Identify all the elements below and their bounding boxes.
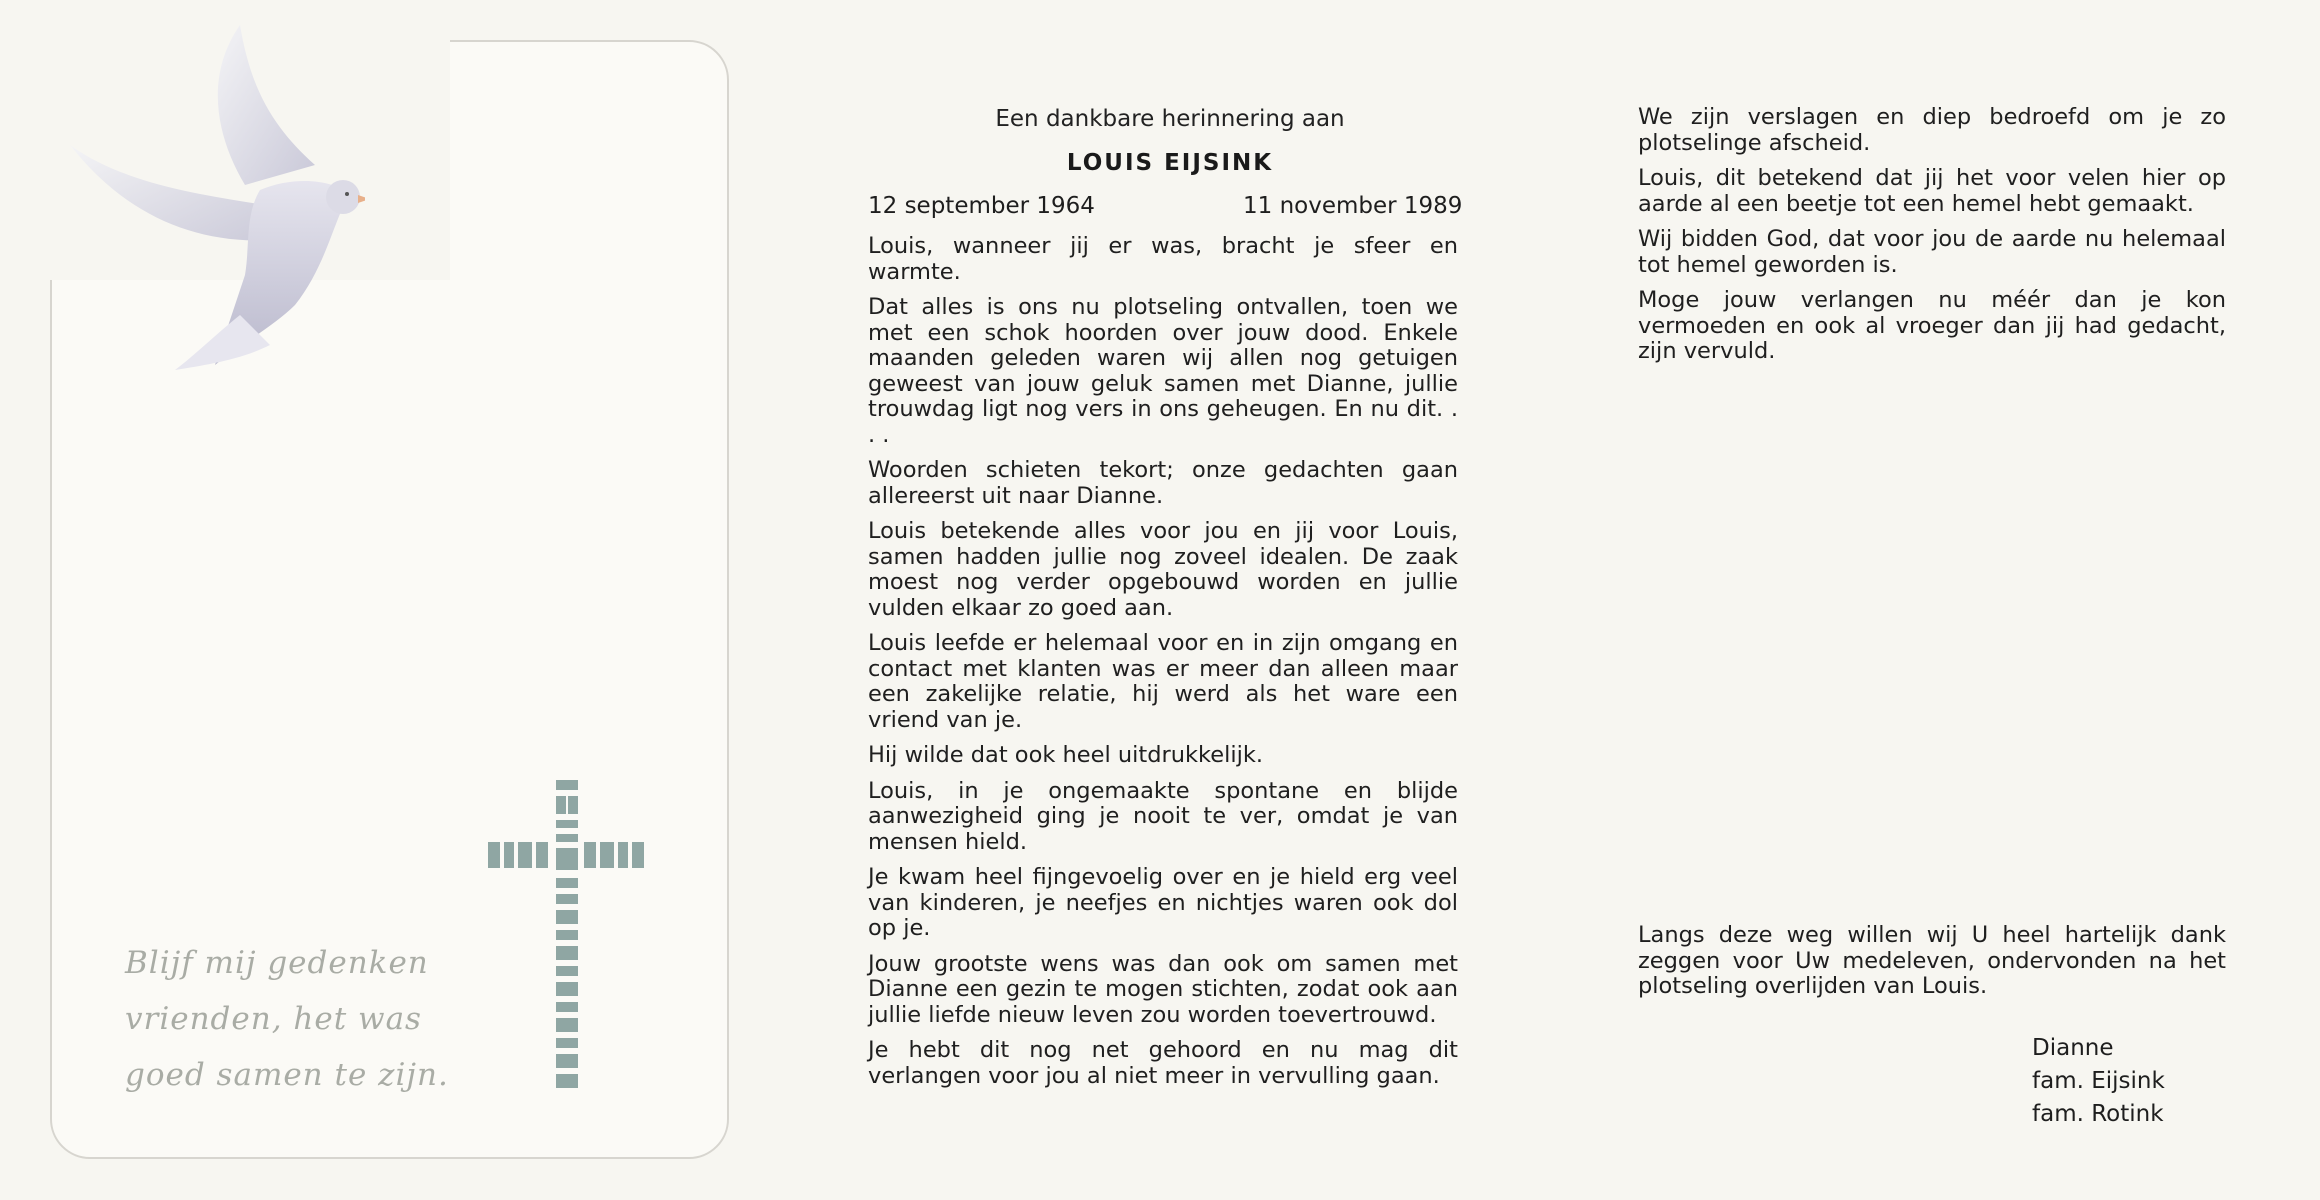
paragraph: Woorden schieten tekort; onze gedachten gaan allereerst uit naar Dianne. [868, 457, 1458, 509]
paragraph: Louis, in je ongemaakte spontane en blijde aanwezigheid ging je nooit te ver, omdat je van mensen hield. [868, 777, 1458, 855]
paragraph: Wij bidden God, dat voor jou de aarde nu helemaal tot hemel geworden is. [1638, 226, 2226, 278]
signatures [2032, 1032, 2165, 1131]
paragraph: Louis, dit betekend dat jij het voor velen hier op aarde al een beetje tot een hemel hebt gemaakt. [1638, 165, 2226, 217]
signature-name: fam. Eijsink [2032, 1068, 2165, 1094]
intro-text: Een dankbare herinnering aan [995, 106, 1345, 132]
deceased-name: LOUIS EIJSINK [1066, 150, 1274, 176]
paragraph: Moge jouw verlangen nu méér dan je kon vermoeden en ook al vroeger dan jij had gedacht, zijn vervuld. [1638, 287, 2226, 364]
paragraph: Louis betekende alles voor jou en jij voor Louis, samen hadden jullie nog zoveel idealen. De zaak moest nog verder opgebouwd worden en jullie vulden elkaar zo goed aan. [868, 518, 1458, 621]
memorial-text [868, 234, 1458, 1099]
paragraph: Louis leefde er helemaal voor en in zijn omgang en contact met klanten was er meer dan alleen maar een zakelijke relatie, hij werd als het ware een vriend van je. [868, 630, 1458, 733]
verse-line: goed samen te zijn. [125, 1057, 449, 1093]
signature-name: fam. Rotink [2032, 1101, 2164, 1127]
left-panel [0, 0, 780, 1200]
verse-line: vrienden, het was [125, 1001, 422, 1037]
paragraph: Jouw grootste wens was dan ook om samen met Dianne een gezin te mogen stichten, zodat ook aan jullie liefde nieuw leven zou worden toevertrouwd. [868, 950, 1458, 1028]
dove-icon [65, 15, 365, 375]
paragraph: We zijn verslagen en diep bedroefd om je zo plotselinge afscheid. [1638, 104, 2226, 156]
paragraph: Je hebt dit nog net gehoord en nu mag dit verlangen voor jou al niet meer in vervulling gaan. [868, 1037, 1458, 1089]
death-date: 11 november 1989 [1243, 193, 1463, 219]
paragraph: Dat alles is ons nu plotseling ontvallen, toen we met een schok hoorden over jouw dood. Enkele maanden geleden waren wij allen nog getuigen geweest van jouw geluk samen met Dianne, jullie trouwdag ligt nog vers in ons geheugen. En nu dit. . . . [868, 294, 1458, 448]
verse-line: Blijf mij gedenken [125, 945, 429, 981]
paragraph: Louis, wanneer jij er was, bracht je sfeer en warmte. [868, 233, 1458, 285]
memorial-verse [125, 935, 465, 1103]
paragraph: Je kwam heel fijngevoelig over en je hield erg veel van kinderen, je neefjes en nichtjes waren ook dol op je. [868, 864, 1458, 941]
right-panel [1560, 0, 2320, 1200]
birth-date: 12 september 1964 [868, 193, 1095, 219]
farewell-text [1638, 105, 2226, 375]
paragraph: Hij wilde dat ook heel uitdrukkelijk. [868, 742, 1264, 768]
thanks-text: Langs deze weg willen wij U heel hartelijk dank zeggen voor Uw medeleven, ondervonden na het plotseling overlijden van Louis. [1638, 922, 2226, 999]
cross-icon [488, 780, 648, 1090]
signature-name: Dianne [2032, 1035, 2114, 1061]
middle-panel [780, 0, 1560, 1200]
